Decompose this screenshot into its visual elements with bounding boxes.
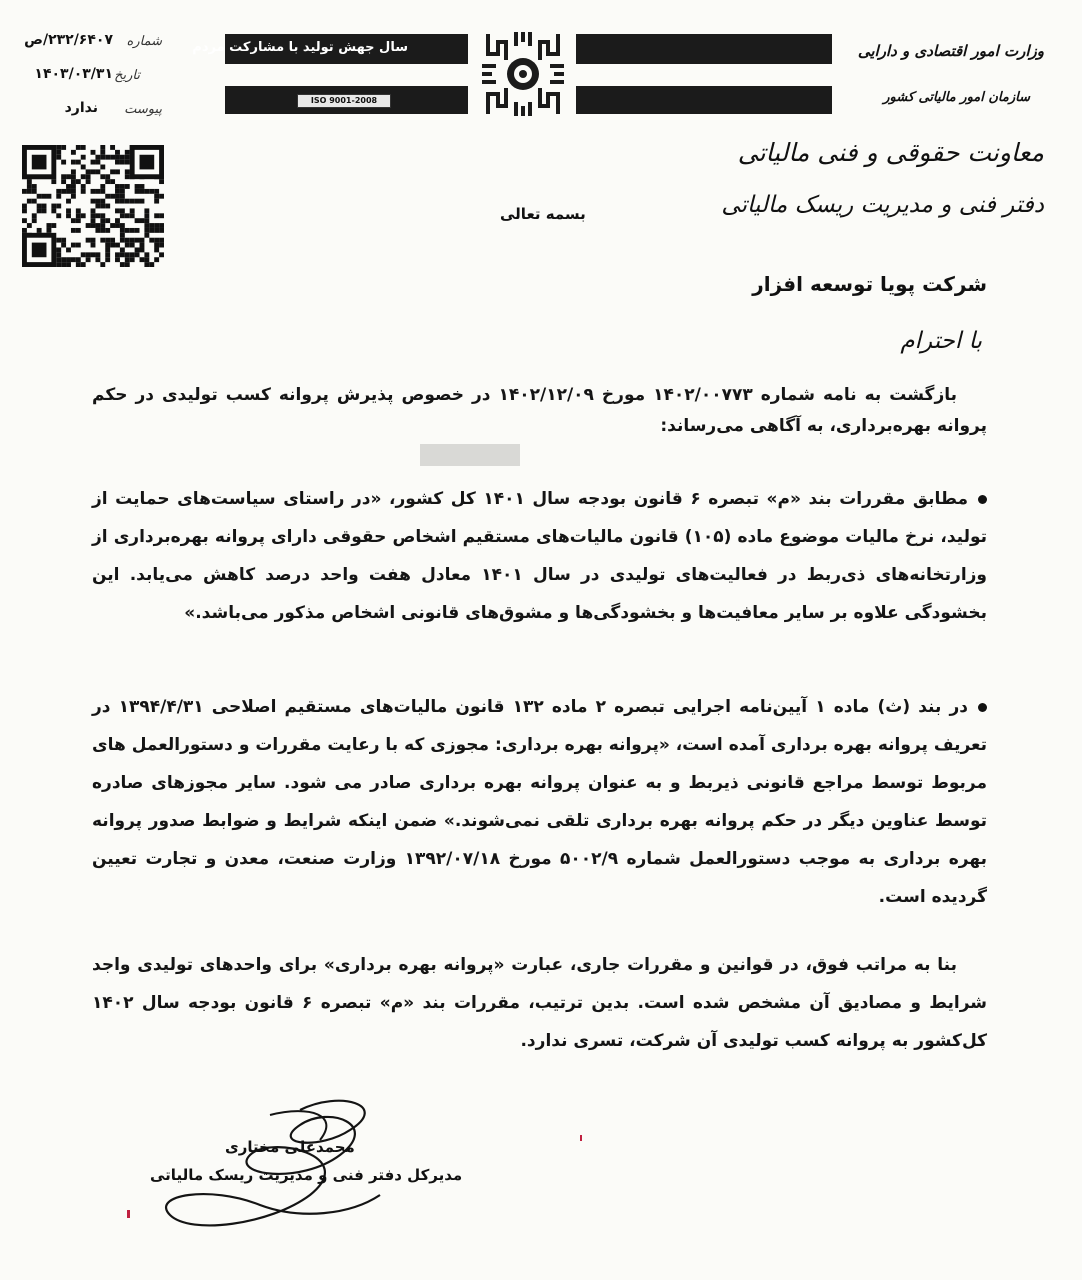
deputy-name: معاونت حقوقی و فنی مالیاتی	[737, 138, 1044, 167]
bismillah: بسمه تعالی	[500, 205, 586, 223]
iso-badge: ISO 9001-2008	[297, 94, 391, 108]
bullet-two-text: در بند (ث) ماده ۱ آیین‌نامه اجرایی تبصره ۲ ماده ۱۳۲ قانون مالیات‌های مستقیم اصلاحی ۱۳۹۴/۴/۳۱ در تعریف پروانه بهره برداری آمده است، «پروانه بهره برداری: مجوزی که با رعایت مقررات و دستورالعمل های مربوط توسط مراجع قانونی ذیربط و به عنوان پروانه بهره برداری صادر می شود. سایر مجوزهای صادره توسط عناوین دیگر در حکم پروانه بهره برداری تلقی نمی‌شوند.» ضمن اینکه شرایط و ضوابط صدور پروانه بهره برداری به موجب دستورالعمل شماره ۵۰۰۲/۹ مورخ ۱۳۹۲/۰۷/۱۸ وزارت صنعت، معدن و تجارت تعیین گردیده است.	[92, 697, 987, 907]
recipient: شرکت پویا توسعه افزار	[752, 272, 987, 296]
redaction-mark	[420, 444, 520, 466]
intro-paragraph	[92, 380, 987, 442]
header-banner-left-lower	[225, 86, 468, 114]
letter-number: ۲۳۲/۶۴۰۷/ص	[24, 32, 113, 48]
ink-mark	[127, 1210, 130, 1218]
signatory-title: مدیرکل دفتر فنی و مدیریت ریسک مالیاتی	[150, 1166, 463, 1184]
letter-number-label: شماره	[126, 34, 162, 49]
bullet-one-text: مطابق مقررات بند «م» تبصره ۶ قانون بودجه سال ۱۴۰۱ کل کشور، «در راستای سیاست‌های حمایت از تولید، نرخ مالیات موضوع ماده (۱۰۵) قانون مالیات‌های مستقیم اشخاص حقوقی دارای پروانه بهره‌برداری از وزارتخانه‌های ذی‌ربط در فعالیت‌های تولیدی در سال ۱۴۰۱ معادل هفت واحد درصد کاهش می‌یابد. این بخشودگی علاوه بر سایر معافیت‌ها و بخشودگی‌ها و مشوق‌های قانونی اشخاص مذکور می‌باشد.»	[92, 489, 987, 623]
conclusion-text: بنا به مراتب فوق، در قوانین و مقررات جاری، عبارت «پروانه بهره برداری» برای واحدهای تولیدی واجد شرایط و مصادیق آن مشخص شده است. بدین ترتیب، مقررات بند «م» تبصره ۶ قانون بودجه سال ۱۴۰۲ کل‌کشور به پروانه کسب تولیدی آن شرکت، تسری ندارد.	[92, 955, 987, 1051]
signatory-name: محمدعلی مختاری	[225, 1138, 355, 1156]
ministry-name: وزارت امور اقتصادی و دارایی	[857, 42, 1044, 60]
qr-code	[22, 145, 164, 267]
ink-mark	[580, 1135, 582, 1141]
bullet-one	[92, 480, 987, 632]
intro-text: بازگشت به نامه شماره ۱۴۰۲/۰۰۷۷۳ مورخ ۱۴۰۲/۱۲/۰۹ در خصوص پذیرش پروانه کسب تولیدی در حکم پروانه بهره‌برداری، به آگاهی می‌رساند:	[92, 385, 987, 436]
letter-date-label: تاریخ	[114, 68, 140, 83]
letter-attachment-label: پیوست	[124, 102, 162, 117]
organization-name: سازمان امور مالیاتی کشور	[883, 90, 1030, 105]
bullet-dot-2	[978, 703, 987, 712]
conclusion-paragraph	[92, 946, 987, 1060]
letter-attachment: ندارد	[64, 100, 98, 116]
bullet-dot-1	[978, 495, 987, 504]
header-banner-left	[192, 34, 468, 64]
bullet-two	[92, 688, 987, 916]
meta-block	[10, 28, 170, 128]
slogan: سال جهش تولید با مشارکت مردم	[192, 40, 408, 55]
office-name: دفتر فنی و مدیریت ریسک مالیاتی	[721, 192, 1044, 218]
header-banner-right	[576, 34, 832, 64]
letter-date: ۱۴۰۳/۰۳/۳۱	[34, 66, 113, 82]
greeting: با احترام	[900, 328, 982, 354]
header-banner-right-lower	[576, 86, 832, 114]
emblem-logo	[478, 28, 568, 120]
